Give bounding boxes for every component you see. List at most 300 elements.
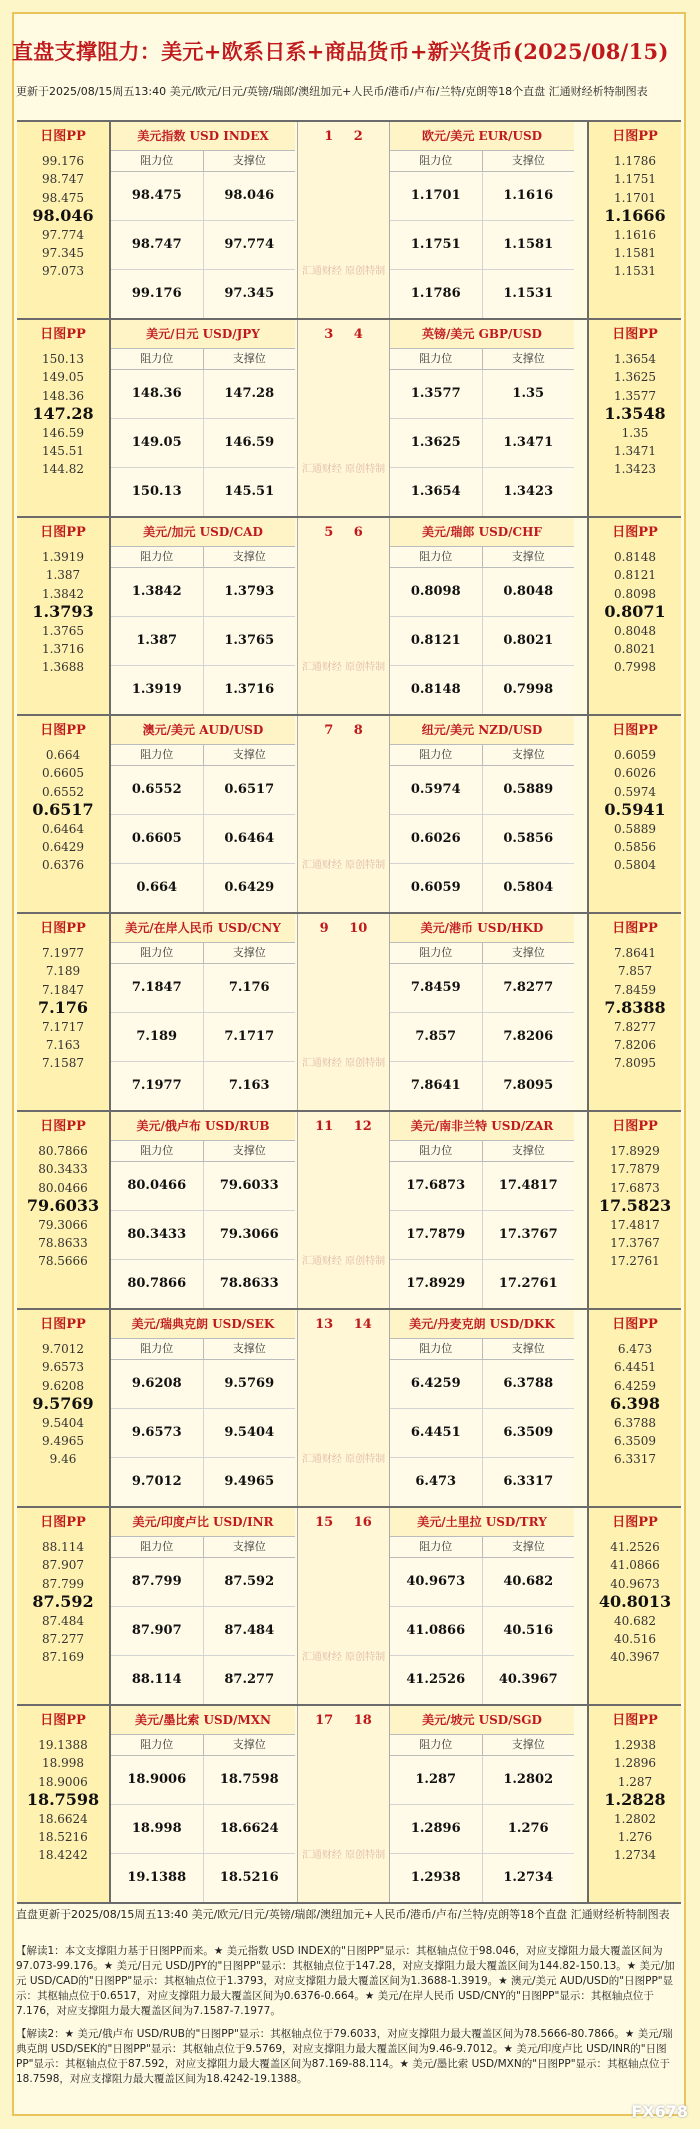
pair-numbers: 17 18 (315, 1713, 372, 1728)
column-headers (111, 1735, 295, 1756)
resistance-value: 17.8929 (390, 1260, 483, 1308)
currency-block (17, 1112, 681, 1310)
level-row (390, 964, 574, 1013)
support-value: 87.592 (224, 1574, 275, 1589)
right-pp-column (587, 122, 681, 318)
pivot-value: 6.398 (609, 1394, 661, 1414)
pp-header: 日图PP (612, 723, 658, 738)
resistance-header: 阻力位 (390, 943, 483, 963)
pp-level-value: 17.4817 (610, 1217, 660, 1232)
support-value: 0.5889 (503, 782, 554, 797)
watermark-text: 汇通财经 原创特制 (301, 1058, 386, 1069)
pp-level-value: 41.0866 (610, 1558, 660, 1573)
support-header: 支撑位 (232, 1342, 266, 1355)
pair-name: 英镑/美元 GBP/USD (390, 320, 574, 349)
support-value: 1.3423 (503, 484, 554, 499)
pp-level-value: 0.5804 (614, 858, 656, 873)
right-pp-column (587, 518, 681, 714)
pivot-value: 0.5941 (604, 800, 666, 820)
column-headers (111, 1537, 295, 1558)
support-value: 0.6464 (224, 831, 275, 846)
column-headers (390, 349, 574, 370)
pair-name: 美元/土里拉 USD/TRY (390, 1508, 574, 1537)
pair-numbers: 3 4 (324, 327, 363, 342)
right-pair-table (390, 1706, 574, 1902)
pp-level-value: 1.1531 (614, 264, 656, 279)
level-row (390, 1854, 574, 1902)
level-row (390, 617, 574, 666)
level-row (111, 666, 295, 714)
watermark-text: 汇通财经 原创特制 (301, 1256, 386, 1267)
pp-level-value: 78.5666 (38, 1254, 88, 1269)
resistance-value: 7.8459 (390, 964, 483, 1012)
pp-header: 日图PP (612, 1317, 658, 1332)
right-pair-table (390, 122, 574, 318)
level-row (390, 815, 574, 864)
resistance-value: 1.3919 (111, 666, 204, 714)
pp-level-value: 1.2734 (614, 1848, 656, 1863)
level-row (390, 172, 574, 221)
support-header: 支撑位 (511, 1738, 545, 1751)
resistance-value: 18.9006 (111, 1756, 204, 1804)
left-pair-table (111, 716, 295, 912)
support-value: 147.28 (224, 386, 275, 401)
support-value: 87.277 (224, 1672, 275, 1687)
center-column (297, 320, 390, 516)
pp-level-value: 18.998 (42, 1756, 84, 1771)
left-pair-table (111, 914, 295, 1110)
pp-header: 日图PP (612, 525, 658, 540)
center-column (297, 122, 390, 318)
pp-header: 日图PP (612, 921, 658, 936)
level-row (111, 1805, 295, 1854)
pp-level-value: 6.4259 (614, 1378, 656, 1393)
pp-level-value: 1.35 (621, 425, 649, 440)
level-row (111, 617, 295, 666)
pp-header: 日图PP (612, 1515, 658, 1530)
resistance-header: 阻力位 (111, 745, 204, 765)
support-value: 1.1531 (503, 286, 554, 301)
resistance-value: 7.1977 (111, 1062, 204, 1110)
support-value: 7.8095 (503, 1078, 554, 1093)
pair-numbers: 1 2 (324, 129, 363, 144)
pp-level-value: 0.5889 (614, 821, 656, 836)
pp-level-value: 0.8148 (614, 550, 656, 564)
pair-name: 美元/瑞典克朗 USD/SEK (111, 1310, 295, 1339)
pp-level-value: 40.516 (614, 1631, 656, 1646)
pp-level-value: 98.475 (42, 190, 84, 205)
resistance-header: 阻力位 (111, 349, 204, 369)
support-value: 0.7998 (503, 682, 554, 697)
support-header: 支撑位 (511, 352, 545, 365)
support-header: 支撑位 (511, 1342, 545, 1355)
support-value: 1.1581 (503, 237, 554, 252)
pair-name: 澳元/美元 AUD/USD (111, 716, 295, 745)
pp-level-value: 7.857 (617, 964, 653, 979)
support-header: 支撑位 (232, 154, 266, 167)
pp-level-value: 1.3842 (42, 586, 84, 601)
level-row (111, 1260, 295, 1308)
support-header: 支撑位 (232, 352, 266, 365)
left-pair-table (111, 1706, 295, 1902)
column-headers (390, 151, 574, 172)
level-row (390, 1756, 574, 1805)
right-pair-table (390, 914, 574, 1110)
resistance-header: 阻力位 (390, 547, 483, 567)
right-pair-table (390, 518, 574, 714)
pivot-value: 1.1666 (604, 206, 666, 226)
page-title: 直盘支撑阻力：美元+欧系日系+商品货币+新兴货币(2025/08/15) (12, 39, 669, 64)
pair-numbers: 9 10 (319, 921, 368, 936)
pp-level-value: 0.8098 (614, 586, 656, 601)
level-row (390, 1162, 574, 1211)
resistance-header: 阻力位 (390, 151, 483, 171)
watermark-text: 汇通财经 原创特制 (301, 1850, 386, 1861)
support-header: 支撑位 (511, 748, 545, 761)
pp-level-value: 6.3788 (614, 1415, 656, 1430)
left-pair-table (111, 1508, 295, 1704)
support-header: 支撑位 (511, 1540, 545, 1553)
pp-level-value: 1.3688 (42, 660, 84, 675)
pp-level-value: 0.5974 (614, 784, 656, 799)
resistance-header: 阻力位 (390, 1735, 483, 1755)
pair-name: 美元/加元 USD/CAD (111, 518, 295, 547)
pp-level-value: 40.3967 (610, 1650, 660, 1665)
left-pair-table (111, 320, 295, 516)
column-headers (390, 745, 574, 766)
pivot-value: 7.176 (37, 998, 89, 1018)
center-column (297, 1310, 390, 1506)
level-row (111, 1558, 295, 1607)
pivot-value: 7.8388 (604, 998, 666, 1018)
support-value: 9.5769 (224, 1376, 275, 1391)
center-column (297, 716, 390, 912)
resistance-value: 80.3433 (111, 1211, 204, 1259)
pp-level-value: 9.46 (49, 1452, 77, 1467)
currency-block (17, 1508, 681, 1706)
support-value: 1.2734 (503, 1870, 554, 1885)
resistance-value: 1.2938 (390, 1854, 483, 1902)
pivot-value: 98.046 (32, 206, 94, 226)
pair-name: 欧元/美元 EUR/USD (390, 122, 574, 151)
pp-level-value: 18.5216 (38, 1829, 88, 1844)
right-pp-column (587, 1508, 681, 1704)
resistance-value: 148.36 (111, 370, 204, 418)
pp-level-value: 97.774 (42, 227, 84, 242)
pp-level-value: 1.287 (617, 1774, 653, 1789)
column-headers (390, 1141, 574, 1162)
resistance-value: 7.1847 (111, 964, 204, 1012)
pp-level-value: 1.1701 (614, 190, 656, 205)
support-value: 79.3066 (219, 1227, 279, 1242)
left-pp-column (17, 122, 111, 318)
resistance-value: 6.473 (390, 1458, 483, 1506)
level-row (111, 815, 295, 864)
resistance-value: 18.998 (111, 1805, 204, 1853)
pp-level-value: 1.2938 (614, 1738, 656, 1752)
support-value: 98.046 (224, 188, 275, 203)
right-pair-table (390, 1508, 574, 1704)
watermark-text: 汇通财经 原创特制 (301, 1454, 386, 1465)
resistance-value: 87.907 (111, 1607, 204, 1655)
pp-level-value: 99.176 (42, 154, 84, 168)
support-value: 6.3317 (503, 1474, 554, 1489)
level-row (390, 1062, 574, 1110)
pp-level-value: 7.1717 (42, 1019, 84, 1034)
pair-name: 美元/在岸人民币 USD/CNY (111, 914, 295, 943)
center-column (297, 1706, 390, 1902)
left-pair-table (111, 1310, 295, 1506)
pp-level-value: 0.664 (45, 748, 81, 762)
level-row (111, 1013, 295, 1062)
resistance-value: 98.475 (111, 172, 204, 220)
pp-level-value: 0.6429 (42, 839, 84, 854)
right-pair-table (390, 1112, 574, 1308)
pp-level-value: 7.8641 (614, 946, 656, 960)
pp-header: 日图PP (40, 129, 86, 144)
pp-level-value: 0.8121 (614, 568, 656, 583)
resistance-value: 1.1786 (390, 270, 483, 318)
pair-name: 美元/丹麦克朗 USD/DKK (390, 1310, 574, 1339)
column-headers (111, 943, 295, 964)
pp-header: 日图PP (40, 1713, 86, 1728)
column-headers (111, 1339, 295, 1360)
support-value: 6.3788 (503, 1376, 554, 1391)
pp-level-value: 0.8048 (614, 623, 656, 638)
resistance-value: 7.189 (111, 1013, 204, 1061)
pair-name: 美元/南非兰特 USD/ZAR (390, 1112, 574, 1141)
support-header: 支撑位 (511, 1144, 545, 1157)
support-value: 0.5804 (503, 880, 554, 895)
pp-level-value: 1.3471 (614, 443, 656, 458)
pp-level-value: 6.3317 (614, 1452, 656, 1467)
center-column (297, 914, 390, 1110)
level-row (390, 568, 574, 617)
support-value: 0.6517 (224, 782, 275, 797)
resistance-header: 阻力位 (111, 151, 204, 171)
pp-level-value: 1.3625 (614, 370, 656, 385)
resistance-value: 80.0466 (111, 1162, 204, 1210)
left-pair-table (111, 1112, 295, 1308)
pp-level-value: 1.1581 (614, 245, 656, 260)
resistance-value: 9.6208 (111, 1360, 204, 1408)
resistance-value: 1.3654 (390, 468, 483, 516)
pp-level-value: 7.1587 (42, 1056, 84, 1071)
pp-level-value: 148.36 (42, 388, 84, 403)
resistance-header: 阻力位 (390, 745, 483, 765)
pair-numbers: 15 16 (315, 1515, 372, 1530)
resistance-value: 1.3577 (390, 370, 483, 418)
support-value: 0.8021 (503, 633, 554, 648)
pp-level-value: 0.5856 (614, 839, 656, 854)
resistance-value: 17.6873 (390, 1162, 483, 1210)
pp-level-value: 97.345 (42, 245, 84, 260)
left-pp-column (17, 1508, 111, 1704)
pp-level-value: 78.8633 (38, 1235, 88, 1250)
level-row (111, 1409, 295, 1458)
level-row (390, 1360, 574, 1409)
resistance-value: 0.6059 (390, 864, 483, 912)
pp-level-value: 17.2761 (610, 1254, 660, 1269)
support-value: 9.4965 (224, 1474, 275, 1489)
pp-level-value: 0.6605 (42, 766, 84, 781)
pp-level-value: 0.8021 (614, 641, 656, 656)
resistance-value: 17.7879 (390, 1211, 483, 1259)
resistance-value: 0.8121 (390, 617, 483, 665)
support-header: 支撑位 (511, 154, 545, 167)
level-row (111, 221, 295, 270)
level-row (390, 1656, 574, 1704)
currency-block (17, 320, 681, 518)
level-row (111, 1162, 295, 1211)
level-row (111, 270, 295, 318)
pivot-value: 0.6517 (32, 800, 94, 820)
support-value: 7.176 (228, 980, 270, 995)
pp-header: 日图PP (40, 1119, 86, 1134)
pp-level-value: 6.4451 (614, 1360, 656, 1375)
support-value: 7.163 (228, 1078, 270, 1093)
level-row (111, 1360, 295, 1409)
support-value: 1.3716 (224, 682, 275, 697)
resistance-header: 阻力位 (111, 943, 204, 963)
support-value: 17.4817 (498, 1178, 558, 1193)
resistance-value: 150.13 (111, 468, 204, 516)
pp-level-value: 1.3423 (614, 462, 656, 477)
support-value: 7.8206 (503, 1029, 554, 1044)
resistance-header: 阻力位 (390, 1141, 483, 1161)
column-headers (111, 151, 295, 172)
pp-level-value: 40.9673 (610, 1576, 660, 1591)
pp-level-value: 40.682 (614, 1613, 656, 1628)
level-row (390, 1558, 574, 1607)
resistance-value: 1.287 (390, 1756, 483, 1804)
pair-name: 美元/坡元 USD/SGD (390, 1706, 574, 1735)
support-value: 1.3765 (224, 633, 275, 648)
left-pair-table (111, 518, 295, 714)
pp-level-value: 7.8277 (614, 1019, 656, 1034)
resistance-value: 0.8098 (390, 568, 483, 616)
pp-level-value: 80.3433 (38, 1162, 88, 1177)
support-header: 支撑位 (232, 748, 266, 761)
support-value: 145.51 (224, 484, 275, 499)
level-row (390, 419, 574, 468)
pair-numbers: 5 6 (324, 525, 363, 540)
pp-level-value: 9.5404 (42, 1415, 84, 1430)
support-value: 0.6429 (224, 880, 275, 895)
update-footline: 直盘更新于2025/08/15周五13:40 美元/欧元/日元/英镑/瑞郎/澳纽加元+人民币/港币/卢布/兰特/克朗等18个直盘 汇通财经析特制图表 (16, 1908, 670, 1921)
level-row (111, 1458, 295, 1506)
pp-level-value: 7.1977 (42, 946, 84, 960)
pp-level-value: 9.6573 (42, 1360, 84, 1375)
left-pair-table (111, 122, 295, 318)
resistance-value: 87.799 (111, 1558, 204, 1606)
currency-block (17, 120, 681, 320)
column-headers (390, 547, 574, 568)
resistance-header: 阻力位 (111, 1537, 204, 1557)
pp-level-value: 145.51 (42, 443, 84, 458)
interpretation-note-1: 【解读1：本文支撑阻力基于日图PP而来。★ 美元指数 USD INDEX的"日图PP"显示：其枢轴点位于98.046，对应支撑阻力最大覆盖区间为97.073-99.176。★ 美元/日元 USD/JPY的"日图PP"显示：其枢轴点位于147.28，对应支撑阻力最大覆盖区间为144.82-150.13。★ 美元/加元 USD/CAD的"日图PP"显示：其枢轴点位于1.3793，对应支撑阻力最大覆盖区间为1.3688-1.3919。★ 澳元/美元 AUD/USD的"日图PP"显示：其枢轴点位于0.6517，对应支撑阻力最大覆盖区间为0.6376-0.664。★ 美元/在岸人民币 USD/CNY的"日图PP"显示：其枢轴点位于7.176，对应支撑阻力最大覆盖区间为7.1587-7.1977。 (16, 1945, 675, 2017)
pp-level-value: 87.907 (42, 1558, 84, 1573)
resistance-value: 98.747 (111, 221, 204, 269)
resistance-value: 7.857 (390, 1013, 483, 1061)
pp-level-value: 146.59 (42, 425, 84, 440)
support-value: 40.516 (503, 1623, 554, 1638)
watermark-text: 汇通财经 原创特制 (301, 464, 386, 475)
pp-level-value: 1.3654 (614, 352, 656, 366)
pivot-value: 0.8071 (604, 602, 666, 622)
pp-level-value: 87.169 (42, 1650, 84, 1665)
column-headers (111, 745, 295, 766)
level-row (111, 1756, 295, 1805)
pair-numbers: 7 8 (324, 723, 363, 738)
support-value: 1.3471 (503, 435, 554, 450)
support-header: 支撑位 (232, 1144, 266, 1157)
pp-level-value: 149.05 (42, 370, 84, 385)
level-row (111, 1211, 295, 1260)
support-value: 9.5404 (224, 1425, 275, 1440)
currency-block (17, 1706, 681, 1904)
resistance-value: 99.176 (111, 270, 204, 318)
pp-level-value: 18.9006 (38, 1774, 88, 1789)
resistance-value: 9.7012 (111, 1458, 204, 1506)
pp-header: 日图PP (612, 327, 658, 342)
support-value: 97.774 (224, 237, 275, 252)
level-row (390, 1013, 574, 1062)
support-header: 支撑位 (232, 1540, 266, 1553)
level-row (390, 221, 574, 270)
center-column (297, 1508, 390, 1704)
pivot-table (17, 120, 681, 1904)
pp-level-value: 9.6208 (42, 1378, 84, 1393)
update-subhead: 更新于2025/08/15周五13:40 美元/欧元/日元/英镑/瑞郎/澳纽加元+人民币/港币/卢布/兰特/克朗等18个直盘 汇通财经析特制图表 (16, 85, 648, 98)
support-value: 1.1616 (503, 188, 554, 203)
column-headers (111, 1141, 295, 1162)
level-row (390, 1607, 574, 1656)
pp-level-value: 19.1388 (38, 1738, 88, 1752)
pair-name: 美元/墨比索 USD/MXN (111, 1706, 295, 1735)
pp-level-value: 0.6376 (42, 858, 84, 873)
support-header: 支撑位 (232, 1738, 266, 1751)
fx678-logo: FX678 (631, 2102, 688, 2121)
resistance-value: 0.5974 (390, 766, 483, 814)
resistance-value: 19.1388 (111, 1854, 204, 1902)
right-pair-table (390, 1310, 574, 1506)
right-pp-column (587, 1706, 681, 1902)
support-value: 79.6033 (219, 1178, 279, 1193)
resistance-value: 149.05 (111, 419, 204, 467)
level-row (111, 1062, 295, 1110)
pair-numbers: 11 12 (315, 1119, 372, 1134)
pp-level-value: 1.276 (617, 1829, 653, 1844)
pair-name: 美元指数 USD INDEX (111, 122, 295, 151)
resistance-value: 1.1701 (390, 172, 483, 220)
pp-level-value: 79.3066 (38, 1217, 88, 1232)
resistance-value: 1.3625 (390, 419, 483, 467)
pair-numbers: 13 14 (315, 1317, 372, 1332)
left-pp-column (17, 518, 111, 714)
right-pp-column (587, 1310, 681, 1506)
support-value: 0.5856 (503, 831, 554, 846)
pivot-value: 40.8013 (598, 1592, 672, 1612)
support-value: 78.8633 (219, 1276, 279, 1291)
resistance-value: 7.8641 (390, 1062, 483, 1110)
resistance-value: 0.6026 (390, 815, 483, 863)
resistance-value: 40.9673 (390, 1558, 483, 1606)
pp-level-value: 1.3577 (614, 388, 656, 403)
support-value: 18.7598 (219, 1772, 279, 1787)
resistance-header: 阻力位 (111, 1141, 204, 1161)
resistance-value: 6.4259 (390, 1360, 483, 1408)
